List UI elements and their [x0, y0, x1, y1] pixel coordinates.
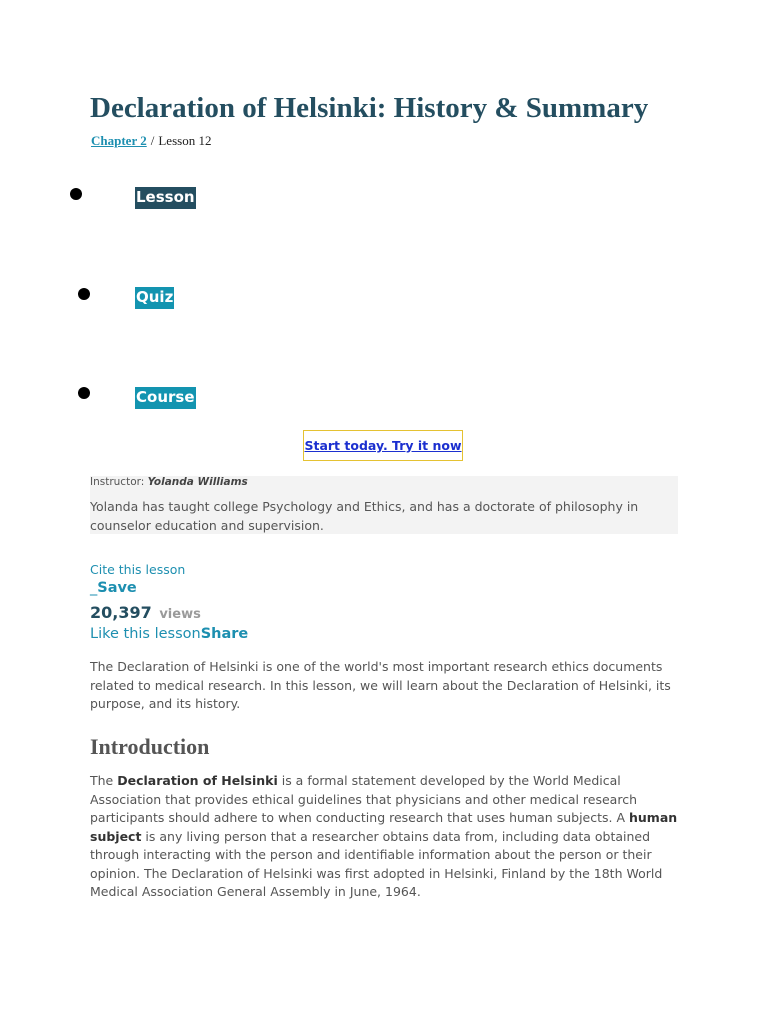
start-today-box	[303, 430, 463, 461]
save-button[interactable]	[90, 580, 137, 596]
bullet-icon	[78, 387, 90, 399]
like-share-row	[90, 626, 248, 642]
share-button[interactable]: Share	[200, 626, 249, 642]
start-today-link[interactable]: Start today. Try it now	[304, 438, 462, 453]
bullet-icon	[78, 288, 90, 300]
term-human-subject: human subject	[90, 810, 678, 844]
instructor-prefix: Instructor:	[90, 476, 145, 488]
term-declaration: Declaration of Helsinki	[117, 773, 278, 788]
breadcrumb-separator: /	[150, 133, 155, 148]
text-run: is any living person that a researcher obtains data from, including data obtained through interacting with the person and identifiable information about the person or their opinion. The Declaration of Helsinki was first adopted in Helsinki, Finland by the 18th World Medical Association General Assembly in June, 1964.	[90, 828, 663, 899]
views-number: 20,397	[90, 603, 152, 622]
introduction-paragraph	[90, 772, 680, 902]
bullet-icon	[70, 188, 82, 200]
tab-course[interactable]: Course	[135, 387, 196, 409]
text-run: The	[90, 773, 118, 788]
like-lesson-button[interactable]: Like this lesson	[90, 626, 201, 642]
text-run: is a formal statement developed by the World Medical Association that provides ethical guidelines that physicians and other medical research participants should adhere to when conducting research that uses human subjects. A	[90, 773, 638, 825]
instructor-name: Yolanda Williams	[147, 476, 248, 488]
introduction-heading: Introduction	[90, 734, 210, 759]
tab-lesson[interactable]: Lesson	[135, 187, 196, 209]
views-label: views	[159, 607, 201, 622]
views-count	[90, 603, 201, 622]
instructor-line	[90, 476, 248, 488]
save-prefix: _	[90, 580, 98, 596]
page-title: Declaration of Helsinki: History & Summary	[90, 92, 649, 124]
breadcrumb-chapter-link[interactable]: Chapter 2	[91, 133, 147, 148]
cite-lesson-link[interactable]: Cite this lesson	[90, 562, 186, 577]
tab-quiz[interactable]: Quiz	[135, 287, 174, 309]
save-label: Save	[97, 580, 137, 596]
instructor-bio: Yolanda has taught college Psychology and Ethics, and has a doctorate of philosophy in counselor education and supervision.	[90, 476, 678, 534]
breadcrumb	[91, 133, 211, 149]
breadcrumb-lesson: Lesson 12	[158, 133, 212, 148]
lesson-summary: The Declaration of Helsinki is one of the world's most important research ethics documents related to medical research. In this lesson, we will learn about the Declaration of Helsinki, its purpose, and its history.	[90, 659, 671, 711]
